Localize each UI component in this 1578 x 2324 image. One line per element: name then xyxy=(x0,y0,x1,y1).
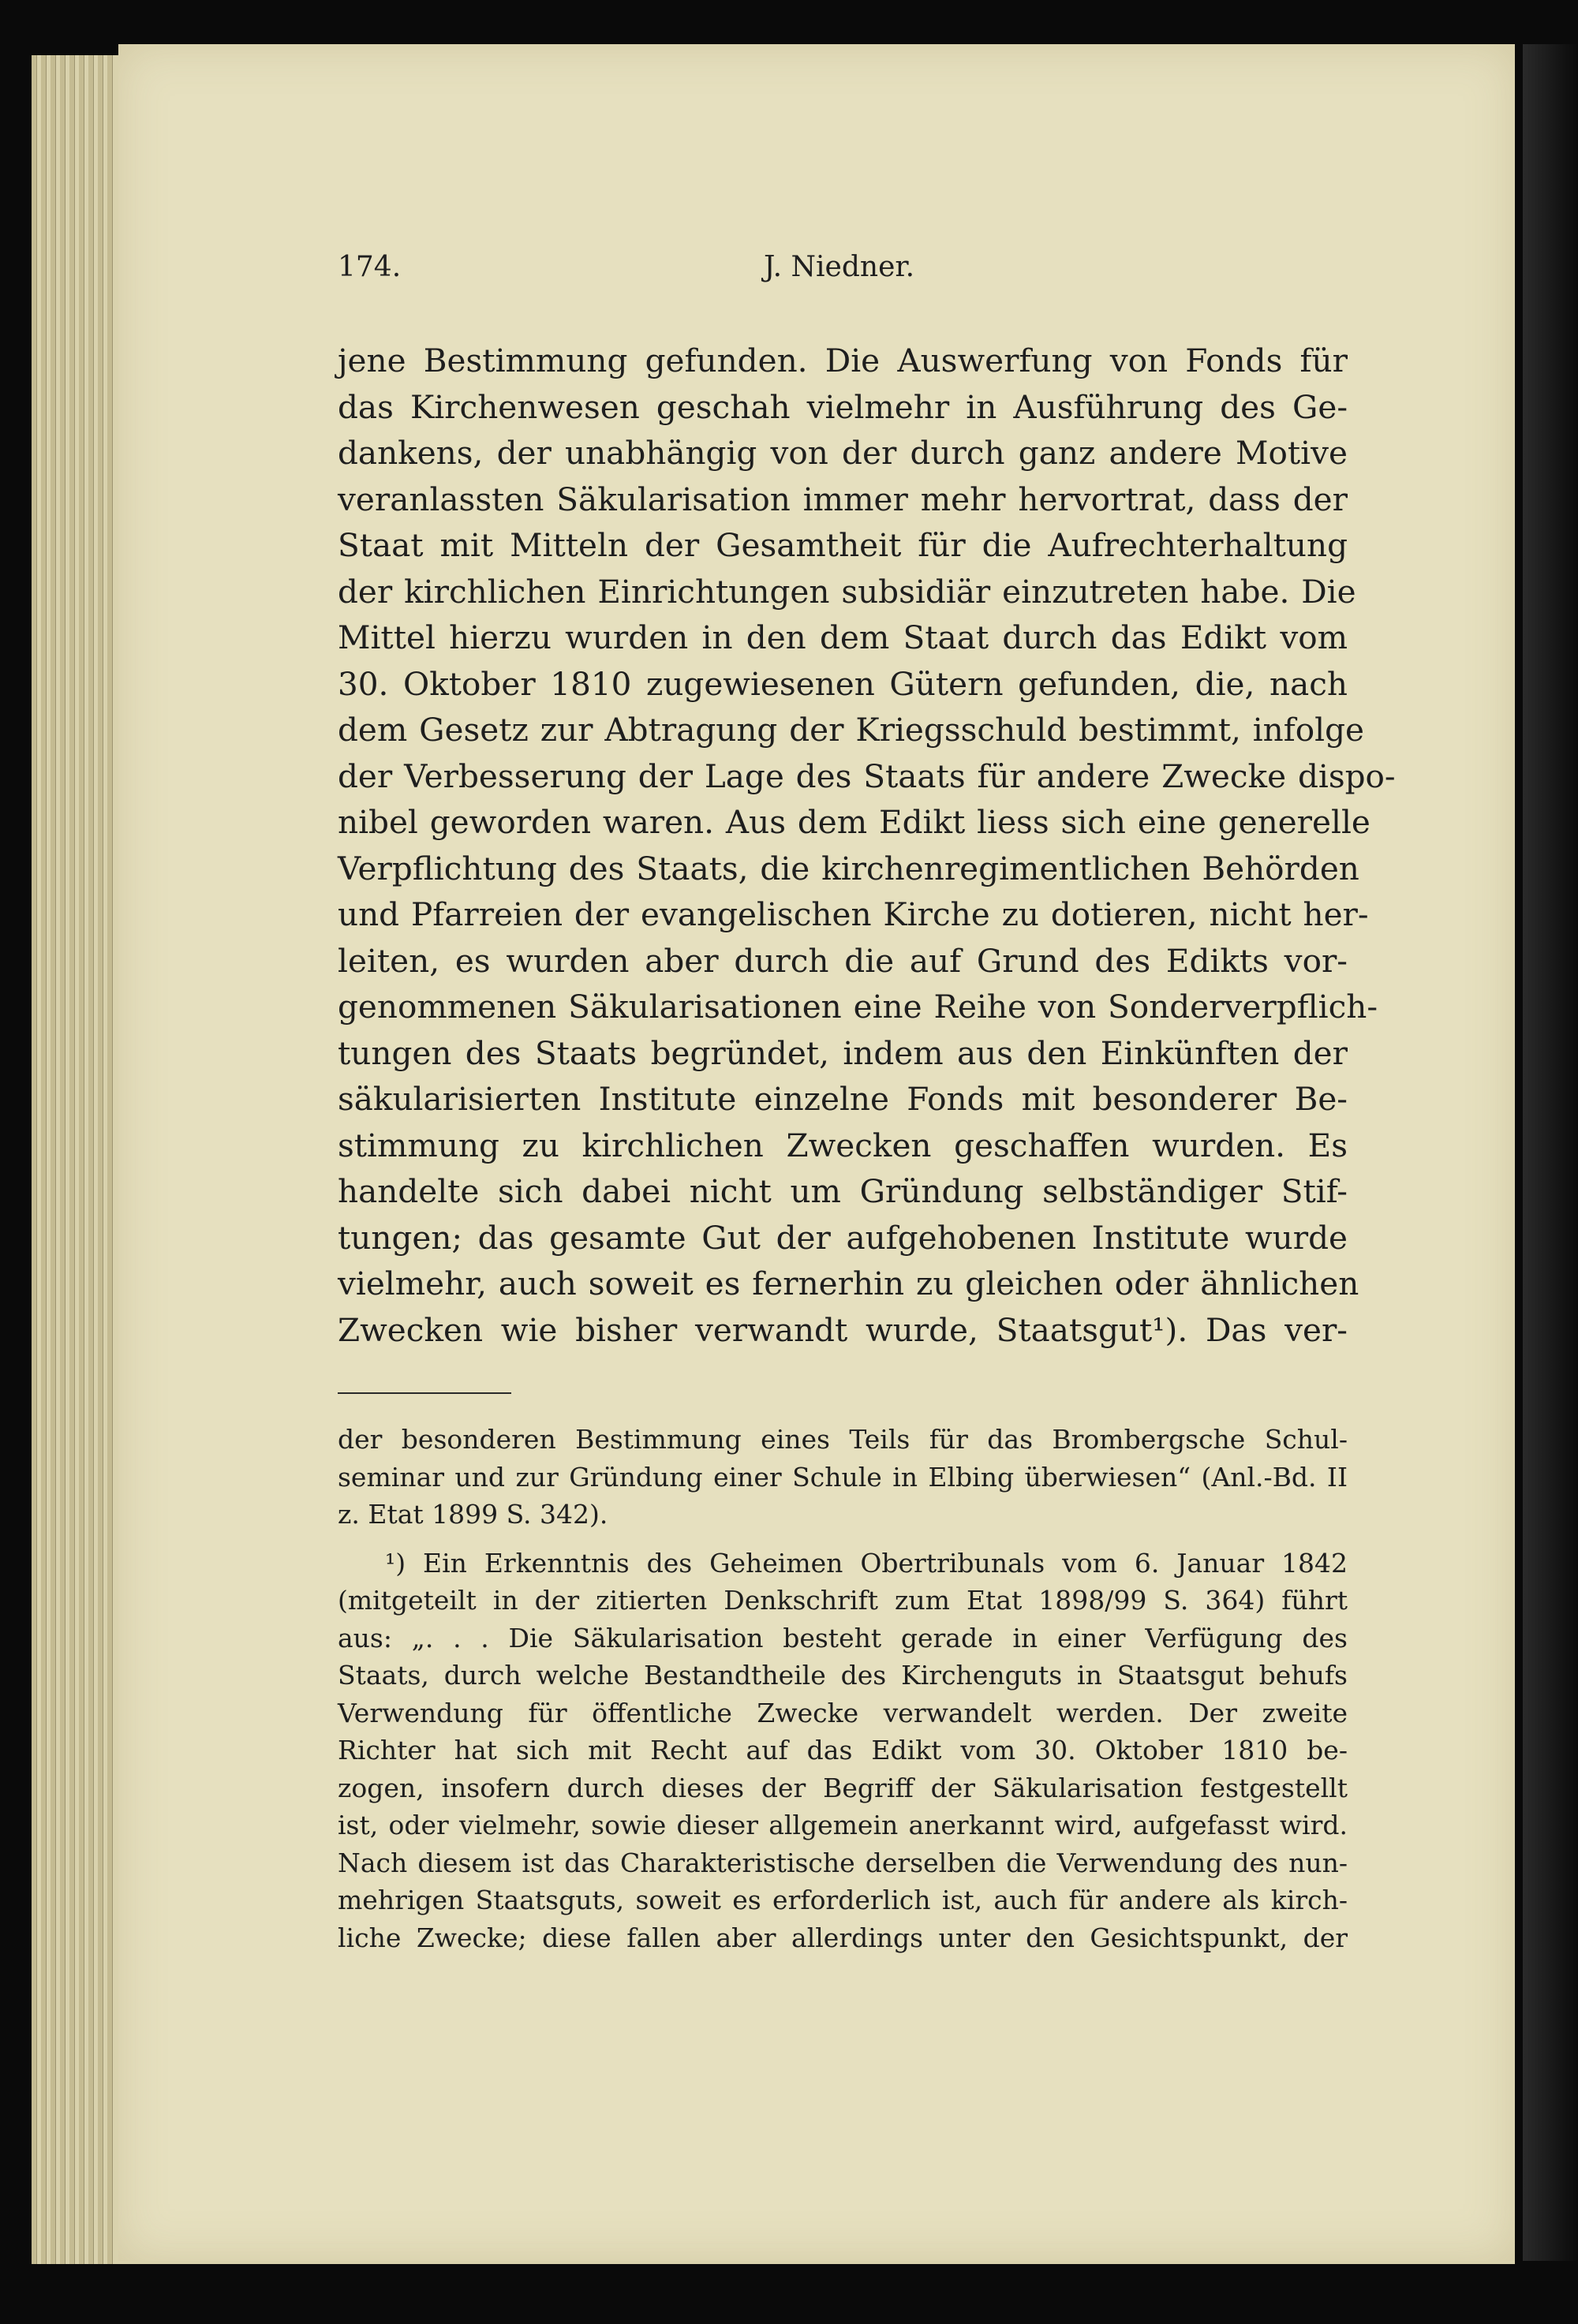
page-edge xyxy=(88,55,94,2264)
body-line: leiten, es wurden aber durch die auf Grund des Edikts vor- xyxy=(338,941,1348,980)
body-line: Staat mit Mitteln der Gesamtheit für die Aufrechterhaltung xyxy=(338,526,1348,564)
body-line: genommenen Säkularisationen eine Reihe von Sonderverpflich- xyxy=(338,988,1378,1026)
page-edge xyxy=(69,55,75,2264)
book-gutter xyxy=(1523,44,1578,2261)
footnote-divider xyxy=(338,1392,511,1394)
running-title: J. Niedner. xyxy=(764,251,915,283)
body-line: der Verbesserung der Lage des Staats für andere Zwecke dispo- xyxy=(338,757,1396,795)
footnote-line: Staats, durch welche Bestandtheile des Kirchenguts in Staatsgut behufs xyxy=(338,1660,1348,1691)
page-content xyxy=(338,251,1396,1956)
page-edge xyxy=(32,55,37,2264)
body-line: tungen des Staats begründet, indem aus den Einkünften der xyxy=(338,1033,1348,1072)
page-number: 174. xyxy=(338,251,402,283)
body-line: der kirchlichen Einrichtungen subsidiär einzutreten habe. Die xyxy=(338,572,1356,611)
body-line: stimmung zu kirchlichen Zwecken geschaffen wurden. Es xyxy=(338,1126,1348,1164)
footnote-line: liche Zwecke; diese fallen aber allerdings unter den Gesichtspunkt, der xyxy=(338,1922,1348,1953)
footnote-line: Richter hat sich mit Recht auf das Edikt vom 30. Oktober 1810 be- xyxy=(338,1735,1348,1765)
body-line: tungen; das gesamte Gut der aufgehobenen Institute wurde xyxy=(338,1218,1348,1257)
body-line: säkularisierten Institute einzelne Fonds mit besonderer Be- xyxy=(338,1080,1348,1118)
page-edge xyxy=(107,55,113,2264)
body-line: 30. Oktober 1810 zugewiesenen Gütern gefunden, die, nach xyxy=(338,664,1348,703)
body-line: das Kirchenwesen geschah vielmehr in Ausführung des Ge- xyxy=(338,387,1348,426)
body-text xyxy=(338,338,1396,1353)
page-edge xyxy=(50,55,56,2264)
body-line: nibel geworden waren. Aus dem Edikt liess sich eine generelle xyxy=(338,803,1370,841)
body-line: handelte sich dabei nicht um Gründung selbständiger Stif- xyxy=(338,1172,1348,1210)
page-edge xyxy=(79,55,84,2264)
footnote-line: mehrigen Staatsguts, soweit es erforderlich ist, auch für andere als kirch- xyxy=(338,1885,1348,1915)
footnote-line: z. Etat 1899 S. 342). xyxy=(338,1499,608,1530)
running-head xyxy=(338,251,1348,298)
footnote-line: der besonderen Bestimmung eines Teils für das Brombergsche Schul- xyxy=(338,1424,1348,1455)
footnotes xyxy=(338,1421,1348,1956)
footnote-line: ist, oder vielmehr, sowie dieser allgemein anerkannt wird, aufgefasst wird. xyxy=(338,1810,1348,1840)
body-line: veranlassten Säkularisation immer mehr hervortrat, dass der xyxy=(338,480,1348,518)
footnote-line: seminar und zur Gründung einer Schule in Elbing überwiesen“ (Anl.-Bd. II xyxy=(338,1461,1348,1493)
footnote-line: zogen, insofern durch dieses der Begriff der Säkularisation festgestellt xyxy=(338,1772,1348,1803)
body-line: und Pfarreien der evangelischen Kirche zu dotieren, nicht her- xyxy=(338,895,1369,933)
footnote-line: aus: „. . . Die Säkularisation besteht gerade in einer Verfügung des xyxy=(338,1622,1348,1653)
page-edge xyxy=(60,55,65,2264)
body-line: Zwecken wie bisher verwandt wurde, Staatsgut¹). Das ver- xyxy=(338,1310,1348,1349)
footnote-line: Nach diesem ist das Charakteristische derselben die Verwendung des nun- xyxy=(338,1847,1348,1878)
body-line: dankens, der unabhängig von der durch ganz andere Motive xyxy=(338,434,1348,472)
page-edge xyxy=(98,55,103,2264)
body-line: Mittel hierzu wurden in den dem Staat durch das Edikt vom xyxy=(338,618,1348,656)
body-line: vielmehr, auch soweit es fernerhin zu gleichen oder ähnlichen xyxy=(338,1265,1359,1302)
body-line: Verpflichtung des Staats, die kirchenregimentlichen Behörden xyxy=(338,849,1359,887)
footnote-line: Verwendung für öffentliche Zwecke verwandelt werden. Der zweite xyxy=(338,1697,1348,1728)
footnote-line: (mitgeteilt in der zitierten Denkschrift zum Etat 1898/99 S. 364) führt xyxy=(338,1585,1348,1616)
body-line: dem Gesetz zur Abtragung der Kriegsschuld bestimmt, infolge xyxy=(338,711,1364,749)
body-line: jene Bestimmung gefunden. Die Auswerfung von Fonds für xyxy=(338,342,1348,379)
footnote-line: ¹) Ein Erkenntnis des Geheimen Obertribunals vom 6. Januar 1842 xyxy=(385,1547,1348,1579)
page-edge xyxy=(41,55,47,2264)
